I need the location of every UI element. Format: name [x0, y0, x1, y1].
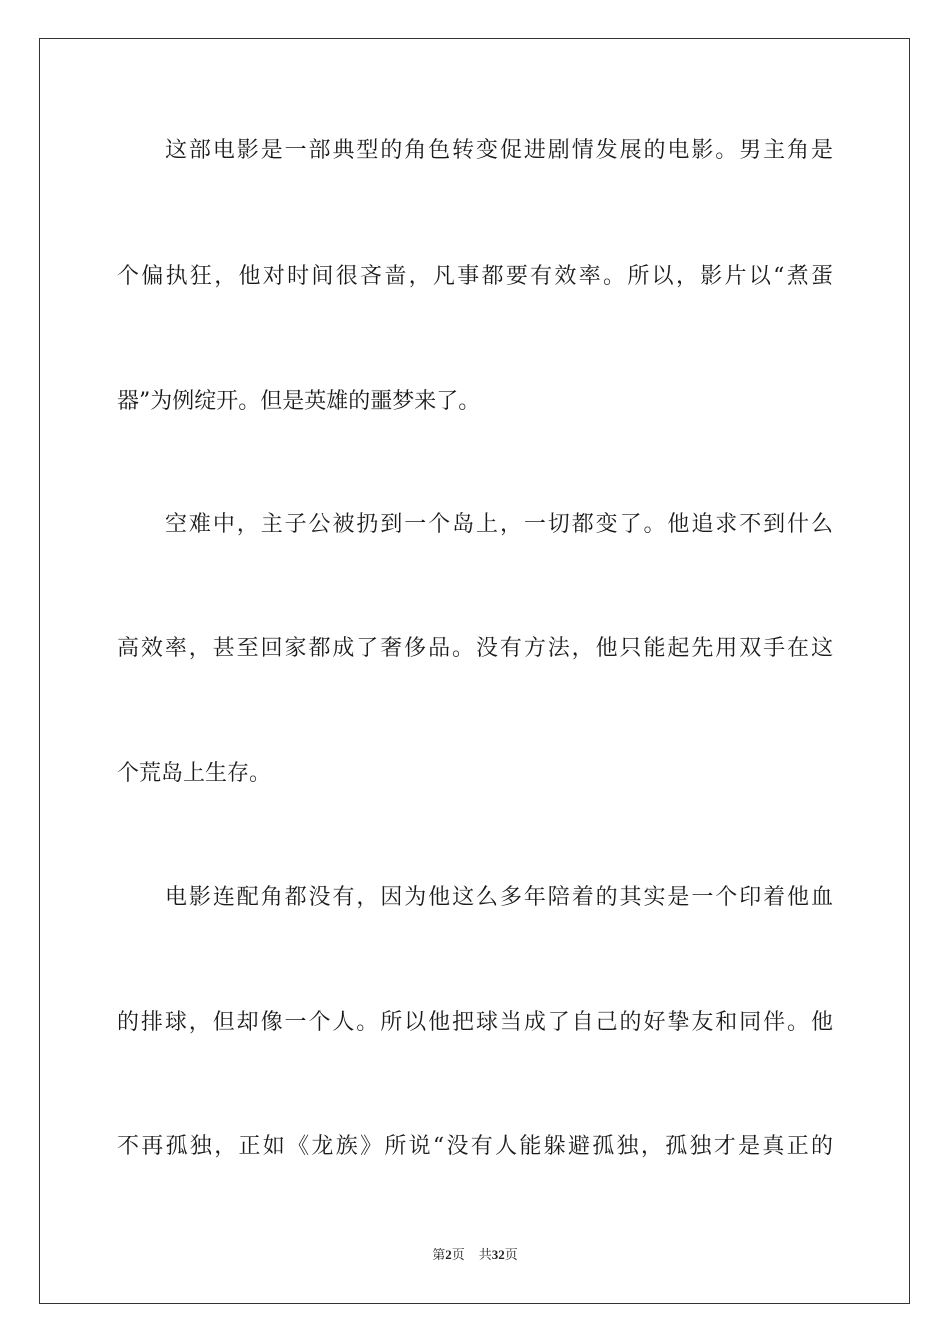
paragraph-1-line-1: 这部电影是一部典型的角色转变促进剧情发展的电影。男主角是 — [165, 138, 833, 163]
page-number: 2 — [445, 1247, 452, 1262]
paragraph-2-line-1: 空难中，主子公被扔到一个岛上，一切都变了。他追求不到什么 — [165, 512, 833, 537]
total-prefix: 共 — [478, 1247, 492, 1262]
page-footer — [0, 1246, 950, 1264]
page-suffix: 页 — [451, 1247, 465, 1262]
page-border — [39, 38, 910, 1304]
paragraph-3-line-1: 电影连配角都没有，因为他这么多年陪着的其实是一个印着他血 — [165, 885, 833, 910]
total-suffix: 页 — [504, 1247, 518, 1262]
paragraph-3-line-3: 不再孤独，正如《龙族》所说“没有人能躲避孤独，孤独才是真正的 — [117, 1134, 833, 1159]
paragraph-3-line-2: 的排球，但却像一个人。所以他把球当成了自己的好挚友和同伴。他 — [117, 1010, 833, 1035]
paragraph-1-line-2: 个偏执狂，他对时间很吝啬，凡事都要有效率。所以，影片以“煮蛋 — [117, 264, 833, 289]
paragraph-1-line-3: 器”为例绽开。但是英雄的噩梦来了。 — [117, 389, 481, 414]
paragraph-2-line-2: 高效率，甚至回家都成了奢侈品。没有方法，他只能起先用双手在这 — [117, 636, 833, 661]
total-pages: 32 — [491, 1247, 505, 1262]
page-prefix: 第 — [432, 1247, 446, 1262]
paragraph-2-line-3: 个荒岛上生存。 — [117, 761, 272, 786]
